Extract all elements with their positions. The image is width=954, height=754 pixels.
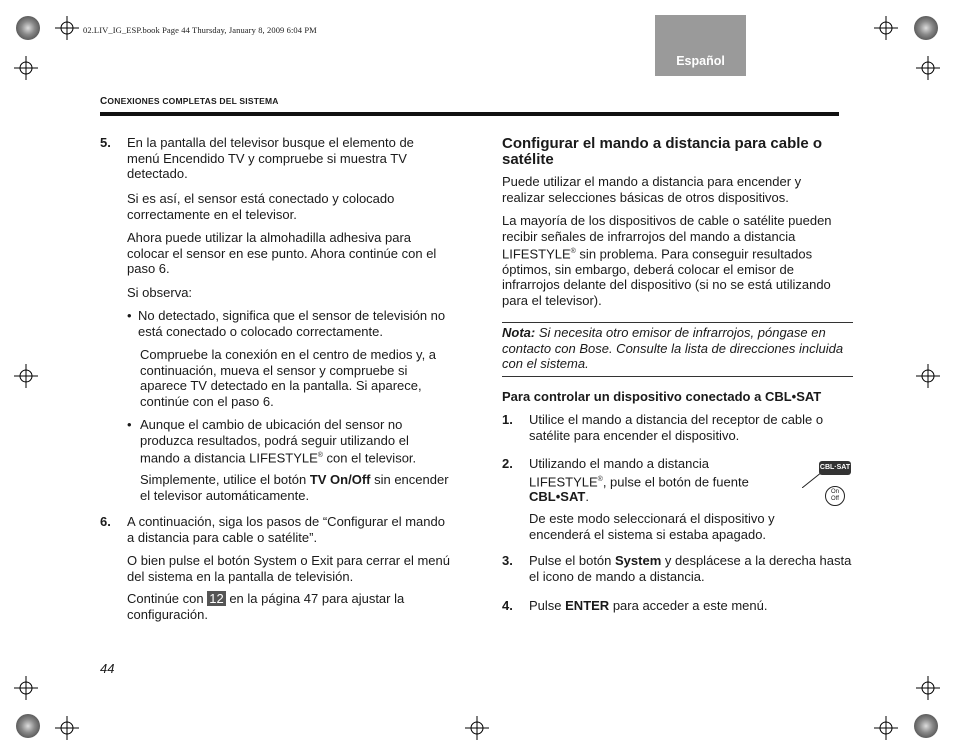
right-paragraph: Puede utilizar el mando a distancia para encender y realizar selecciones básicas de otros dispositivos.: [502, 174, 802, 205]
procedure-step-3: 3. Pulse el botón System y desplácese a la derecha hasta el icono de mando a distancia.: [502, 553, 852, 584]
crosshair-icon: [916, 676, 940, 700]
step-5-paragraph: Si observa:: [127, 285, 193, 300]
registration-disc-icon: [16, 714, 40, 738]
step-5-paragraph: Si es así, el sensor está conectado y colocado correctamente en el televisor.: [127, 191, 395, 222]
section-title: CONEXIONES COMPLETAS DEL SISTEMA: [100, 96, 279, 107]
crosshair-icon: [874, 16, 898, 40]
crosshair-icon: [874, 716, 898, 740]
registration-disc-icon: [914, 16, 938, 40]
step-6-paragraph: O bien pulse el botón System o Exit para cerrar el menú del sistema en la pantalla de televisión.: [127, 553, 450, 584]
note-label: Nota:: [502, 325, 536, 340]
step-6: 6. A continuación, siga los pasos de “Configurar el mando a distancia para cable o satélite”.: [100, 514, 445, 545]
crosshair-icon: [465, 716, 489, 740]
crosshair-icon: [14, 676, 38, 700]
procedure-step-1: 1. Utilice el mando a distancia del receptor de cable o satélite para encender el dispositivo.: [502, 412, 824, 443]
bullet-sub-paragraph: Compruebe la conexión en el centro de medios y, a continuación, mueva el sensor y compruebe si aparece TV detectado en la pantalla. Si aparece, continúe con el paso 6.: [140, 347, 437, 409]
procedure-step-2: 2. Utilizando el mando a distancia LIFESTYLE®, pulse el botón de fuente CBL•SAT.: [502, 456, 749, 505]
procedure-step-4: 4. Pulse ENTER para acceder a este menú.: [502, 598, 768, 613]
language-tab: [655, 15, 746, 76]
note-box: Nota: Si necesita otro emisor de infrarrojos, póngase en contacto con Bose. Consulte la lista de direcciones incluida con el sistema.: [502, 322, 853, 377]
bullet-item: • Aunque el cambio de ubicación del sensor no produzca resultados, podrá seguir utilizando el mando a distancia LIFESTYLE® con el televisor.: [127, 417, 417, 466]
language-tab-label: Español: [676, 54, 725, 68]
bullet-icon: •: [127, 308, 132, 323]
cbl-sat-button-icon: CBL·SAT: [819, 461, 851, 475]
registration-disc-icon: [914, 714, 938, 738]
remote-illustration: [800, 456, 860, 511]
page-number: 44: [100, 661, 115, 676]
bullet-icon: •: [127, 417, 132, 432]
crosshair-icon: [916, 364, 940, 388]
step-5-paragraph: Ahora puede utilizar la almohadilla adhesiva para colocar el sensor en ese punto. Ahora continúe con el paso 6.: [127, 230, 437, 276]
step-reference-badge[interactable]: 12: [209, 591, 224, 606]
crosshair-icon: [55, 716, 79, 740]
registration-disc-icon: [16, 16, 40, 40]
step-6-paragraph: Continúe con 12 en la página 47 para ajustar la configuración.: [127, 591, 405, 622]
crosshair-icon: [916, 56, 940, 80]
bullet-item: • No detectado, significa que el sensor de televisión no está conectado o colocado correctamente.: [127, 308, 446, 339]
procedure-heading: Para controlar un dispositivo conectado a CBL•SAT: [502, 389, 822, 404]
step-5: 5. En la pantalla del televisor busque el elemento de menú Encendido TV y compruebe si muestra TV detectado.: [100, 135, 414, 181]
crosshair-icon: [14, 56, 38, 80]
right-section-title: Configurar el mando a distancia para cable o satélite: [502, 135, 823, 168]
section-rule: [100, 112, 839, 116]
bullet-sub-paragraph: Simplemente, utilice el botón TV On/Off sin encender el televisor automáticamente.: [140, 472, 449, 503]
procedure-step-2-paragraph: De este modo seleccionará el dispositivo y encenderá el sistema si estaba apagado.: [529, 511, 775, 542]
crosshair-icon: [55, 16, 79, 40]
print-info: 02.LIV_IG_ESP.book Page 44 Thursday, January 8, 2009 6:04 PM: [83, 25, 317, 35]
on-off-button-icon: On Off: [825, 486, 845, 506]
right-paragraph: La mayoría de los dispositivos de cable o satélite pueden recibir señales de infrarrojos del mando a distancia LIFESTYLE® sin problema. Para conseguir resultados óptimos, sin embargo, deberá colocar el emisor de infrarrojos delante del dispositivo (si no se está utilizando para el televisor).: [502, 213, 832, 308]
crosshair-icon: [14, 364, 38, 388]
